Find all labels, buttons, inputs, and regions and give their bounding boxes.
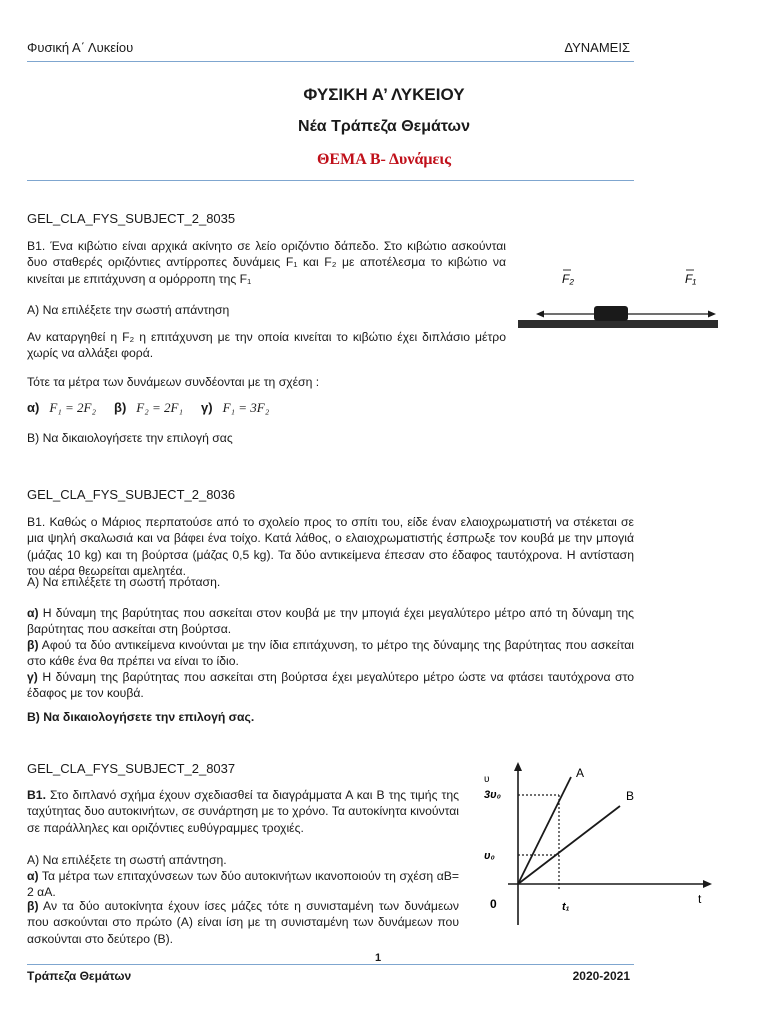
force-f1-arrowhead <box>708 311 716 318</box>
main-title: ΦΥΣΙΚΗ Α’ ΛΥΚΕΙΟΥ <box>303 85 465 104</box>
line-b <box>518 806 620 884</box>
option-label-a: α) <box>27 400 40 415</box>
footer-divider <box>27 964 634 965</box>
question-8037-body: Στο διπλανό σχήμα έχουν σχεδιασθεί τα διαγράμματα Α και Β της τιμής της ταχύτητας δυο αυτοκινήτων, σε συνάρτηση με το χρόνο. Τα αυτοκίνητα κινούνται σε παράλληλες και οριζόντιες ευθύγραμμες τροχιές. <box>27 788 459 835</box>
question-8036-option-a <box>27 605 634 638</box>
question-8036-text: Β1. Καθώς ο Μάριος περπατούσε από το σχολείο προς το σπίτι του, είδε έναν ελαιοχρωματιστή να στέκεται σε μια ψηλή σκαλωσιά και να βάφει ένα τοίχο. Κατά λάθος, ο ελαιοχρωματιστής έσπρωξε τον κουβά με την μπογιά (μάζας 10 kg) και τη βούρτσα (μάζας 0,5 kg). Τα δύο αντικείμενα έπεσαν στο έδαφος ταυτόχρονα. Η αντίσταση του αέρα θεωρείται αμελητέα. <box>27 515 634 578</box>
page-number: 1 <box>375 952 382 964</box>
y-axis-arrowhead <box>514 762 522 771</box>
x-axis-label: t <box>698 892 702 906</box>
option-label: α) <box>27 606 39 620</box>
question-8036-part-b: Β) Να δικαιολογήσετε την επιλογή σας. <box>27 710 255 724</box>
floor <box>518 320 718 328</box>
velocity-time-graph <box>478 760 714 936</box>
title-divider <box>27 180 634 181</box>
option-text: Αφού τα δύο αντικείμενα κινούνται με την ίδια επιτάχυνση, το μέτρο της δύναμης της βαρύτητας που ασκείται στο κάθε ένα θα πρέπει να είναι το ίδιο. <box>27 638 634 669</box>
question-8037-lead: Β1. <box>27 788 46 802</box>
option-label: β) <box>27 899 39 913</box>
force-f2-arrowhead <box>536 311 544 318</box>
question-8035-part-a: Α) Να επιλέξετε την σωστή απάντηση <box>27 303 230 317</box>
y-axis-label: υ <box>484 774 490 785</box>
question-8037-option-b <box>27 898 459 947</box>
option-text: Η δύναμη της βαρύτητας που ασκείται στον κουβά με την μπογιά έχει μεγαλύτερο μέτρο από τη δύναμη της βαρύτητας που ασκείται στη βούρτσα. <box>27 606 634 637</box>
y-tick-v0: υ₀ <box>484 850 495 862</box>
header-divider <box>27 61 634 62</box>
question-8037-option-a <box>27 868 459 901</box>
footer-left: Τράπεζα Θεμάτων <box>27 969 132 983</box>
forces-figure <box>514 258 724 336</box>
question-8036-option-c <box>27 669 634 702</box>
header-right: ΔΥΝΑΜΕΙΣ <box>564 40 630 55</box>
origin-label: 0 <box>490 897 497 911</box>
line-a-label: Α <box>576 766 585 780</box>
question-8035-options <box>27 400 269 416</box>
option-expr-b: F₂ = 2F₁ <box>136 400 183 415</box>
question-8035-part-b: Β) Να δικαιολογήσετε την επιλογή σας <box>27 431 233 445</box>
option-label: β) <box>27 638 39 652</box>
question-code-8036: GEL_CLA_FYS_SUBJECT_2_8036 <box>27 487 236 502</box>
x-tick-t1: t₁ <box>562 901 570 913</box>
sub-title: Νέα Τράπεζα Θεμάτων <box>298 118 470 135</box>
option-label: α) <box>27 869 39 883</box>
f1-label: F₁ <box>685 272 697 286</box>
question-8035-text: Β1. Ένα κιβώτιο είναι αρχικά ακίνητο σε λείο οριζόντιο δάπεδο. Στο κιβώτιο ασκούνται δυο σταθερές οριζόντιες αντίρροπες δυνάμεις F₁ και F₂ με αποτέλεσμα το κιβώτιο να κινείται με επιτάχυνση α ομόρροπη της F₁ <box>27 239 506 286</box>
option-text: Η δύναμη της βαρύτητας που ασκείται στη βούρτσα έχει μεγαλύτερο μέτρο ώστε να φτάσει ταυτόχρονα στο έδαφος με τον κουβά. <box>27 670 634 701</box>
box <box>594 306 628 321</box>
f2-label: F₂ <box>562 272 574 286</box>
footer-right: 2020-2021 <box>572 969 630 983</box>
question-8037-part-a: Α) Να επιλέξετε τη σωστή απάντηση. <box>27 853 227 867</box>
option-expr-c: F₁ = 3F₂ <box>222 400 270 415</box>
question-8036-part-a-text: Α) Να επιλέξετε τη σωστή πρόταση. <box>27 575 221 589</box>
header-left: Φυσική Α΄ Λυκείου <box>27 40 134 55</box>
y-tick-3v0: 3υ₀ <box>484 789 501 801</box>
question-8035-paragraph-2: Αν καταργηθεί η F₂ η επιτάχυνση με την οποία κινείται το κιβώτιο έχει διπλάσιο μέτρο χωρίς να αλλάξει φορά. <box>27 330 506 361</box>
x-axis-arrowhead <box>703 880 712 888</box>
question-code-8035: GEL_CLA_FYS_SUBJECT_2_8035 <box>27 211 236 226</box>
question-8035-paragraph-3: Τότε τα μέτρα των δυνάμεων συνδέονται με τη σχέση : <box>27 375 320 389</box>
option-text: Τα μέτρα των επιταχύνσεων των δύο αυτοκινήτων ικανοποιούν τη σχέση αΒ= 2 αΑ. <box>27 869 459 900</box>
option-label-b: β) <box>114 400 127 415</box>
question-8036-part-a <box>27 574 634 590</box>
question-code-8037: GEL_CLA_FYS_SUBJECT_2_8037 <box>27 761 236 776</box>
line-b-label: Β <box>626 789 635 803</box>
line-a <box>518 777 571 884</box>
question-8037-text <box>27 787 459 836</box>
theme-title: ΘΕΜΑ Β- Δυνάμεις <box>316 151 452 168</box>
option-text: Αν τα δύο αυτοκίνητα έχουν ίσες μάζες τότε η συνισταμένη των δυνάμεων που ασκούνται στο πρώτο (Α) είναι ίση με τη συνισταμένη των δυνάμεων που ασκούνται στο δεύτερο (Β). <box>27 899 459 946</box>
option-expr-a: F₁ = 2F₂ <box>49 400 97 415</box>
option-label: γ) <box>27 670 38 684</box>
question-8036-option-b <box>27 637 634 670</box>
option-label-c: γ) <box>201 400 213 415</box>
